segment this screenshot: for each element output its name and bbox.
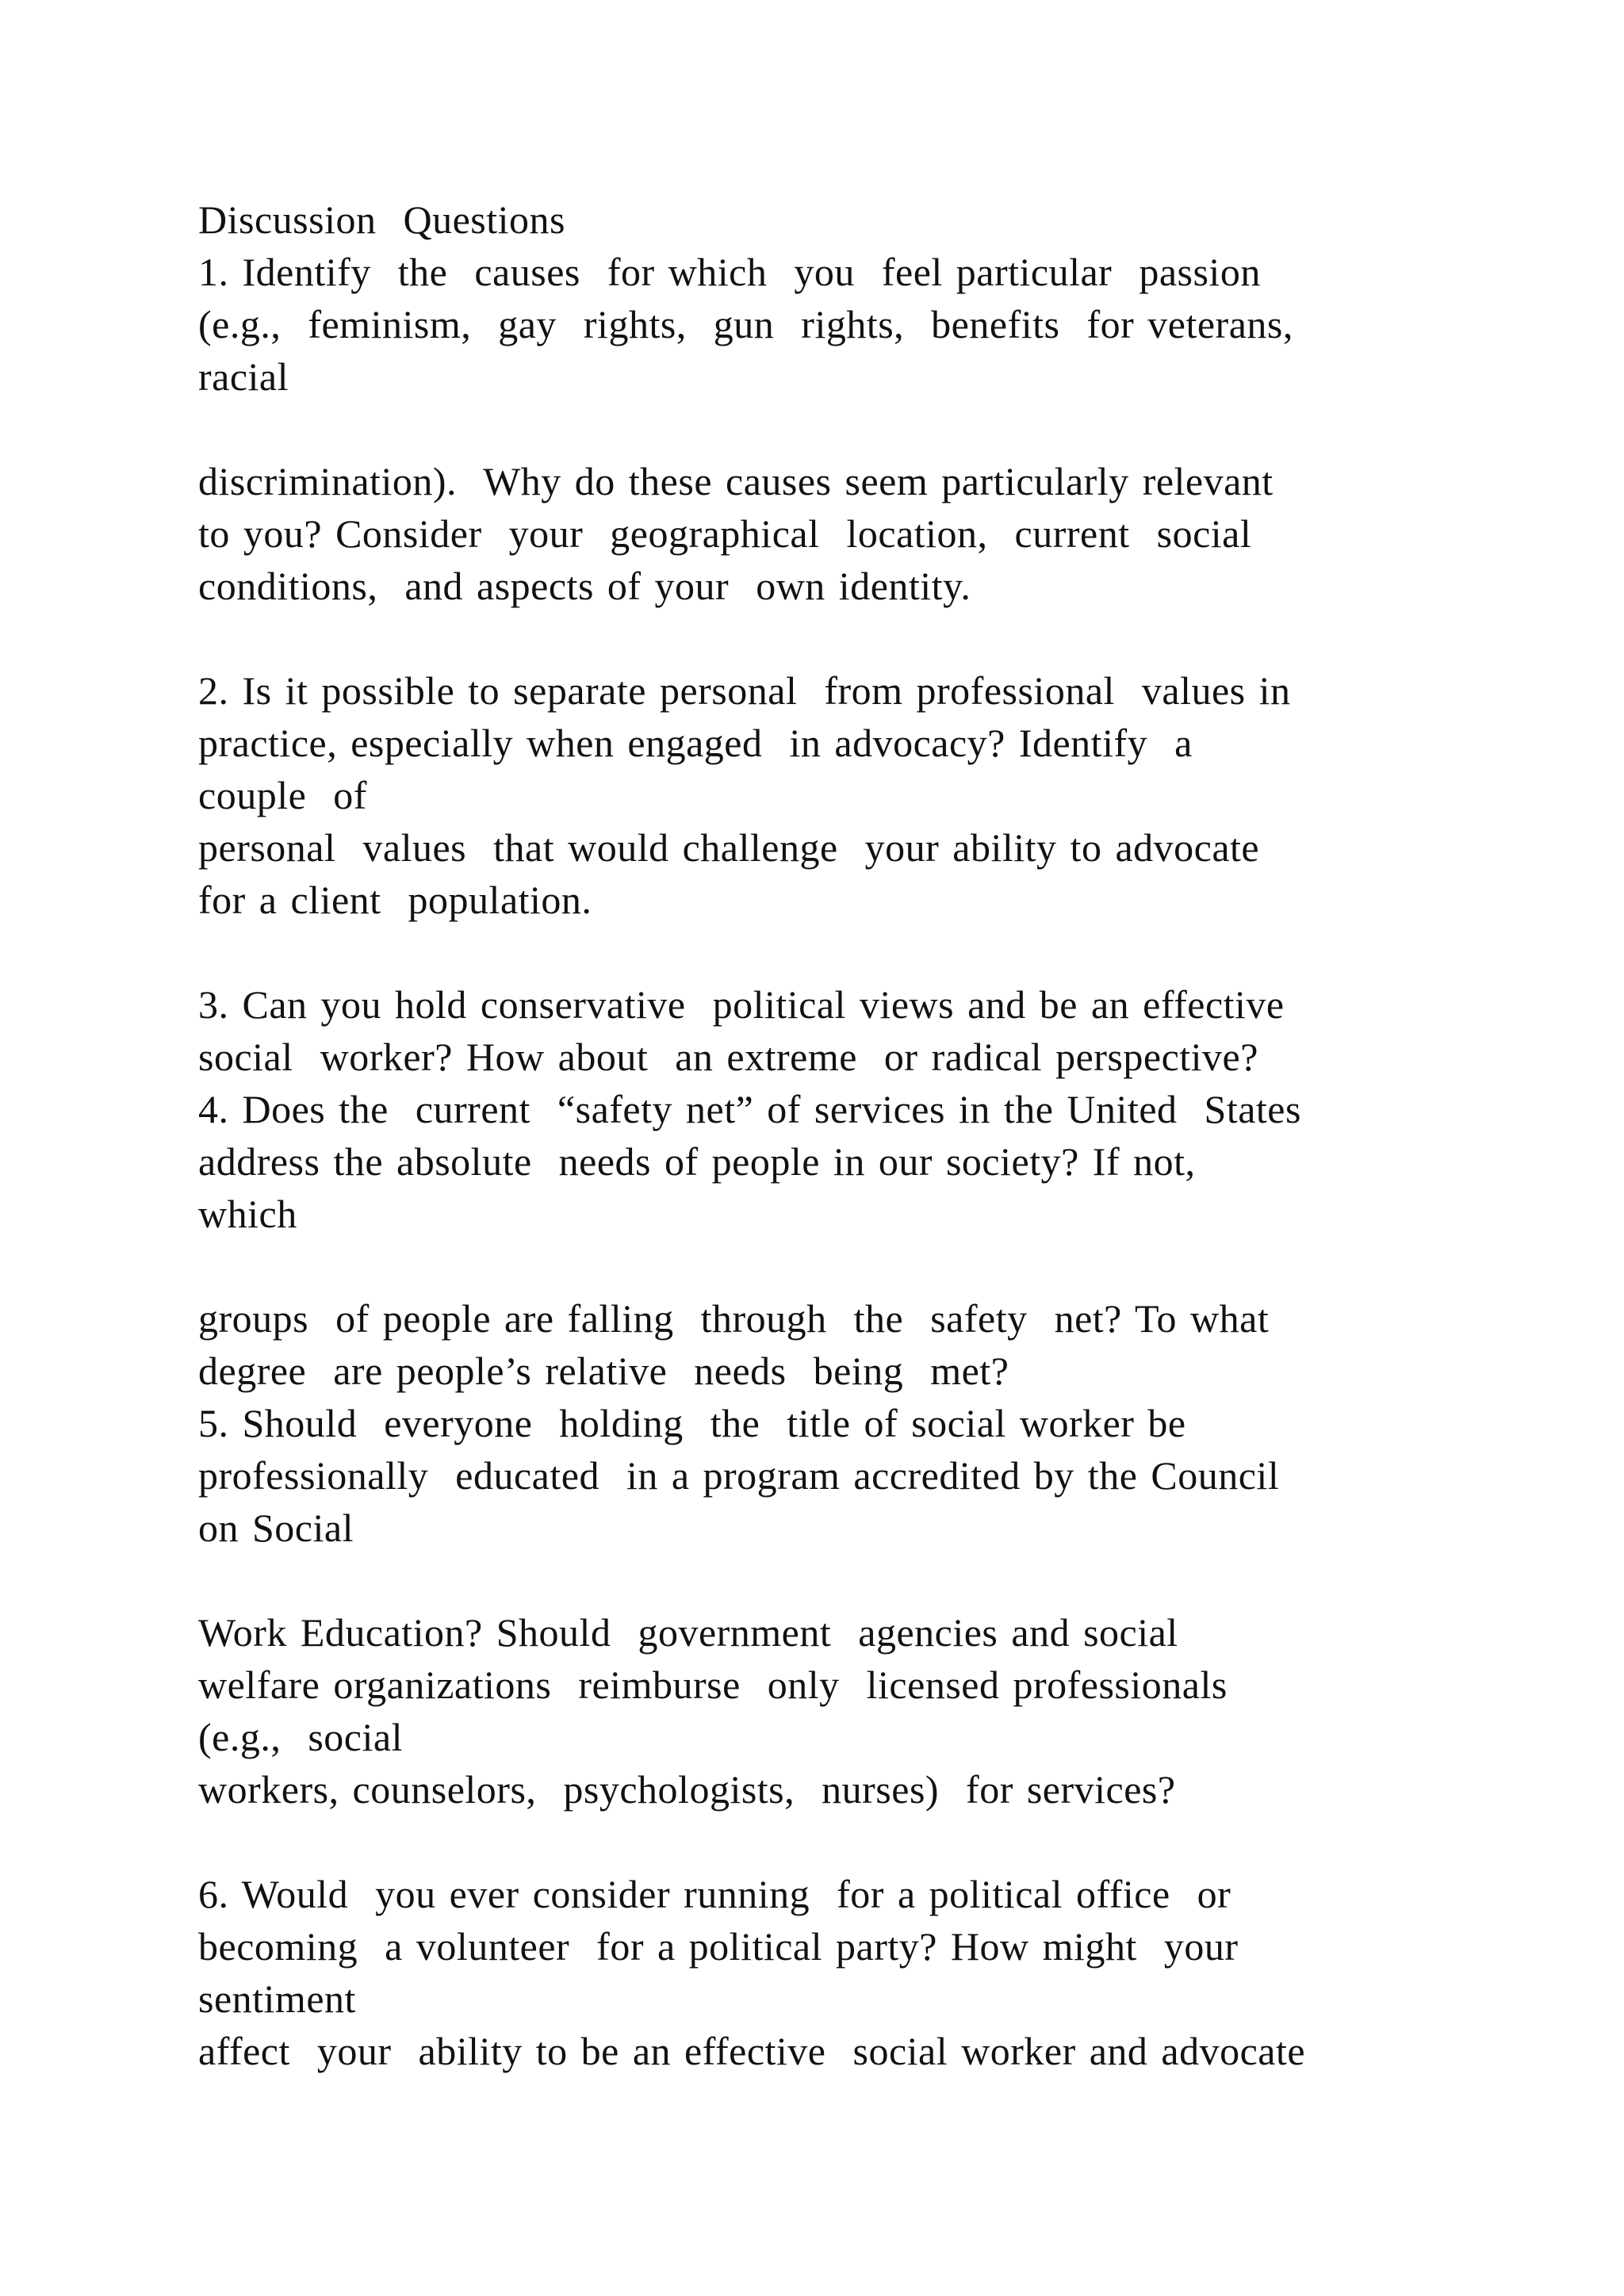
text-line: racial — [198, 354, 289, 399]
text-line: 3. Can you hold conservative political views and be an effective — [198, 982, 1285, 1027]
text-line: welfare organizations reimburse only licensed professionals — [198, 1663, 1228, 1707]
text-line: 2. Is it possible to separate personal from professional values in — [198, 668, 1291, 713]
text-line: personal values that would challenge your ability to advocate — [198, 825, 1260, 870]
blank-line — [198, 1240, 1610, 1292]
text-line: (e.g., social — [198, 1715, 403, 1759]
text-line: workers, counselors, psychologists, nurses) for services? — [198, 1767, 1176, 1812]
text-line: 4. Does the current “safety net” of services in the United States — [198, 1087, 1301, 1131]
text-line: couple of — [198, 773, 367, 817]
blank-line — [198, 1816, 1610, 1868]
text-line: on Social — [198, 1506, 354, 1550]
text-line: 1. Identify the causes for which you feel particular passion — [198, 250, 1261, 294]
text-line: social worker? How about an extreme or radical perspective? — [198, 1035, 1258, 1079]
text-line: professionally educated in a program accredited by the Council — [198, 1453, 1280, 1498]
text-line: Work Education? Should government agencies and social — [198, 1610, 1178, 1655]
document-title: Discussion Questions — [198, 197, 565, 242]
discussion-questions-text — [198, 193, 1610, 2077]
blank-line — [198, 926, 1610, 978]
text-line: 6. Would you ever consider running for a political office or — [198, 1872, 1231, 1916]
text-line: sentiment — [198, 1976, 356, 2021]
blank-line — [198, 1554, 1610, 1606]
text-line: conditions, and aspects of your own identity. — [198, 564, 971, 608]
text-line: address the absolute needs of people in our society? If not, — [198, 1139, 1196, 1184]
text-line: (e.g., feminism, gay rights, gun rights, benefits for veterans, — [198, 302, 1293, 346]
text-line: practice, especially when engaged in advocacy? Identify a — [198, 721, 1193, 765]
text-line: 5. Should everyone holding the title of social worker be — [198, 1401, 1186, 1445]
text-line: affect your ability to be an effective social worker and advocate — [198, 2029, 1306, 2073]
text-line: for a client population. — [198, 878, 592, 922]
text-line: to you? Consider your geographical location, current social — [198, 511, 1252, 556]
blank-line — [198, 403, 1610, 455]
blank-line — [198, 612, 1610, 664]
text-line: becoming a volunteer for a political party? How might your — [198, 1924, 1239, 1969]
text-line: degree are people’s relative needs being met? — [198, 1349, 1009, 1393]
text-line: which — [198, 1192, 297, 1236]
text-line: groups of people are falling through the safety net? To what — [198, 1296, 1270, 1341]
text-line: discrimination). Why do these causes seem particularly relevant — [198, 459, 1274, 503]
